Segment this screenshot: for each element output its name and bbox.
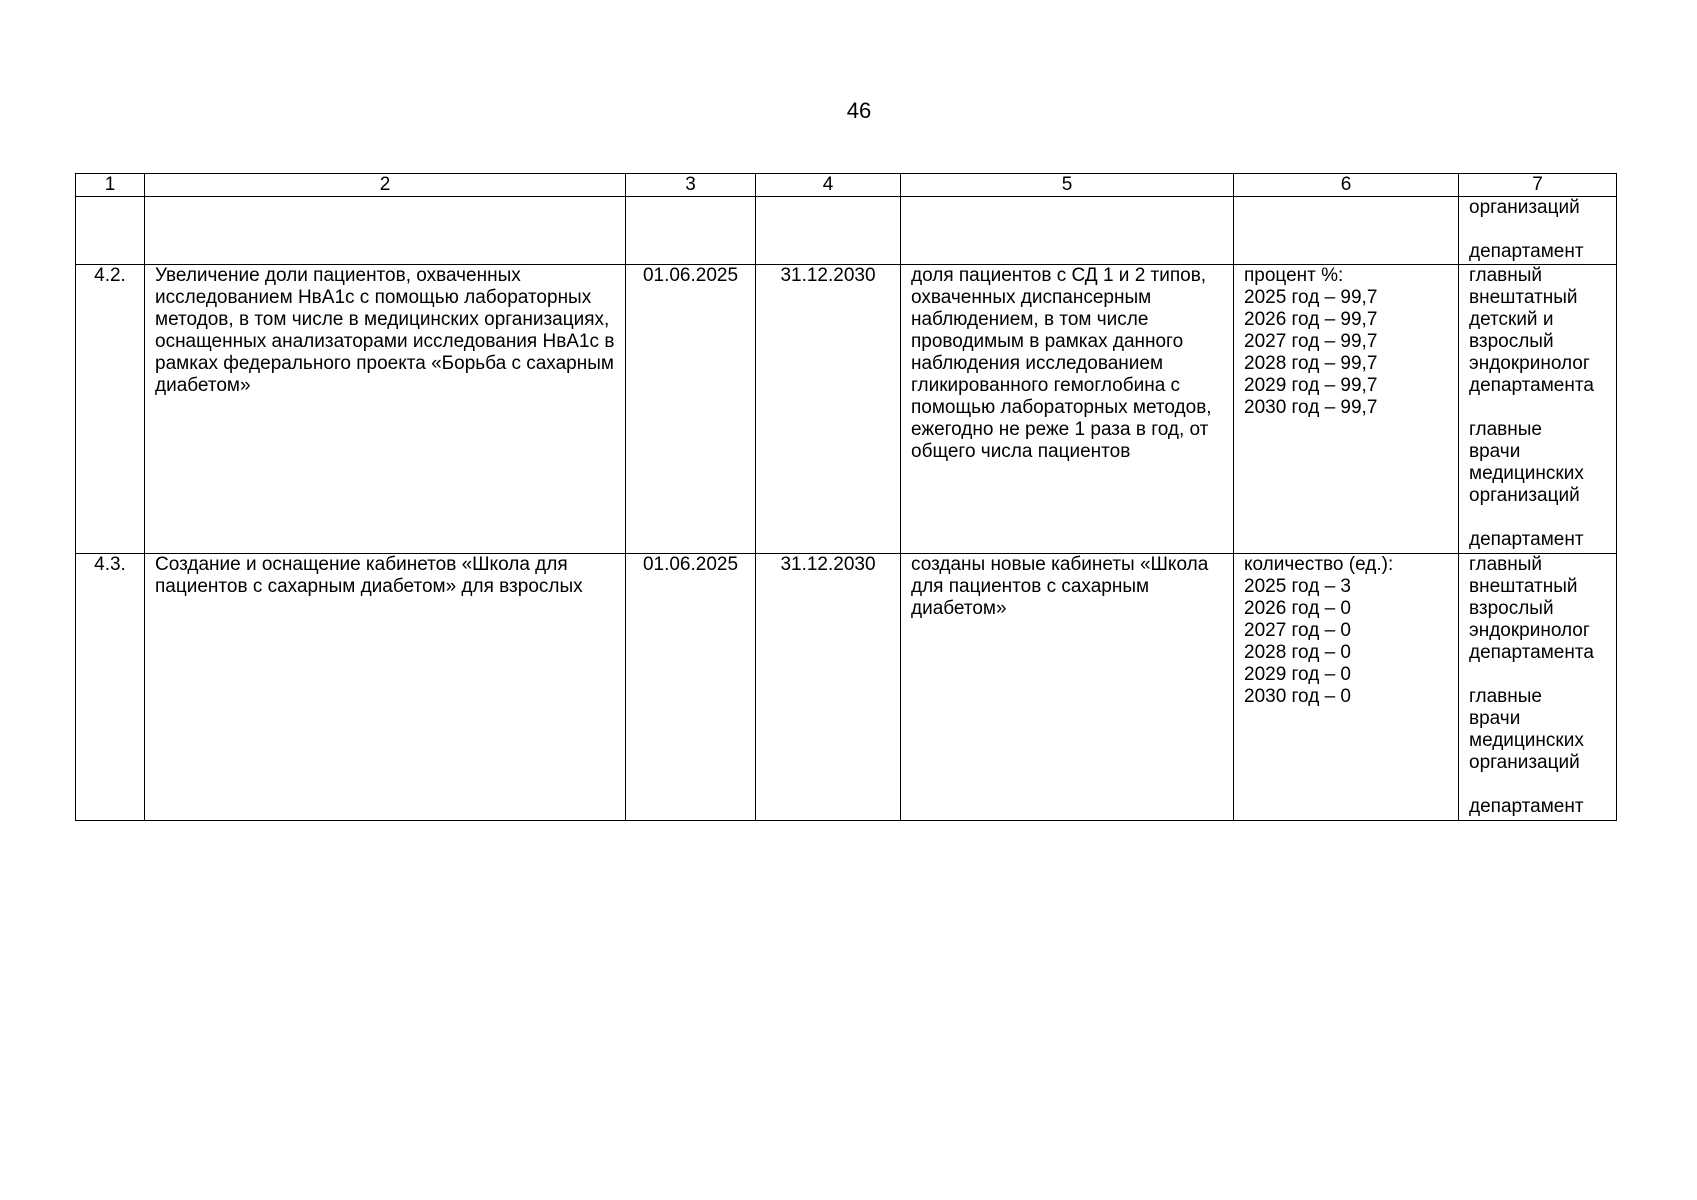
responsible-line: главные	[1469, 419, 1542, 440]
table-row-continued	[76, 197, 1617, 265]
responsible-line: департамент	[1469, 241, 1584, 262]
column-header-7: 7	[1459, 174, 1617, 197]
table-row	[76, 265, 1617, 554]
column-header-2: 2	[145, 174, 626, 197]
responsible-line: эндокринолог	[1469, 353, 1590, 374]
line-gap	[1469, 397, 1606, 419]
value-line: 2028 год – 99,7	[1244, 353, 1378, 374]
responsible-line: внештатный	[1469, 576, 1578, 597]
responsible-line: взрослый	[1469, 598, 1554, 619]
cell-empty	[756, 197, 901, 265]
cell-empty	[145, 197, 626, 265]
responsible-line: врачи	[1469, 441, 1521, 462]
cell-responsible	[1459, 554, 1617, 821]
column-header-5: 5	[901, 174, 1234, 197]
cell-event: Увеличение доли пациентов, охваченных исследованием НвА1с с помощью лабораторных методов, в том числе в медицинских организациях, оснащенных анализаторами исследования НвА1с в рамках федерального проекта «Борьба с сахарным диабетом»	[145, 265, 626, 554]
responsible-line: главный	[1469, 554, 1543, 575]
table-row	[76, 554, 1617, 821]
responsible-line: врачи	[1469, 708, 1521, 729]
responsible-line: главные	[1469, 686, 1542, 707]
responsible-line: внештатный	[1469, 287, 1578, 308]
responsible-line: взрослый	[1469, 331, 1554, 352]
responsible-line: медицинских	[1469, 463, 1584, 484]
cell-empty	[901, 197, 1234, 265]
cell-end-date: 31.12.2030	[756, 554, 901, 821]
responsible-line: эндокринолог	[1469, 620, 1590, 641]
value-line: 2026 год – 0	[1244, 598, 1351, 619]
value-line: 2026 год – 99,7	[1244, 309, 1378, 330]
responsible-line: организаций	[1469, 485, 1580, 506]
value-line: 2025 год – 99,7	[1244, 287, 1378, 308]
cell-event: Создание и оснащение кабинетов «Школа для пациентов с сахарным диабетом» для взрослых	[145, 554, 626, 821]
column-header-3: 3	[626, 174, 756, 197]
cell-values	[1234, 265, 1459, 554]
responsible-line: организаций	[1469, 197, 1580, 218]
responsible-line: детский и	[1469, 309, 1554, 330]
cell-responsible	[1459, 197, 1617, 265]
cell-empty	[1234, 197, 1459, 265]
cell-start-date: 01.06.2025	[626, 554, 756, 821]
responsible-line: медицинских	[1469, 730, 1584, 751]
values-title: процент %:	[1244, 265, 1344, 286]
value-line: 2030 год – 0	[1244, 686, 1351, 707]
value-line: 2027 год – 99,7	[1244, 331, 1378, 352]
cell-end-date: 31.12.2030	[756, 265, 901, 554]
cell-empty	[76, 197, 145, 265]
value-line: 2030 год – 99,7	[1244, 397, 1378, 418]
line-gap	[1469, 219, 1606, 241]
page-number: 46	[846, 98, 872, 123]
header-row	[76, 174, 1617, 197]
plan-table	[75, 173, 1617, 821]
responsible-line: департамент	[1469, 529, 1584, 550]
responsible-line: главный	[1469, 265, 1543, 286]
line-gap	[1469, 507, 1606, 529]
column-header-4: 4	[756, 174, 901, 197]
cell-responsible	[1459, 265, 1617, 554]
responsible-line: организаций	[1469, 752, 1580, 773]
cell-number: 4.3.	[76, 554, 145, 821]
cell-values	[1234, 554, 1459, 821]
value-line: 2029 год – 99,7	[1244, 375, 1378, 396]
responsible-line: департамент	[1469, 796, 1584, 817]
column-header-6: 6	[1234, 174, 1459, 197]
column-header-1: 1	[76, 174, 145, 197]
value-line: 2029 год – 0	[1244, 664, 1351, 685]
responsible-line: департамента	[1469, 375, 1594, 396]
cell-number: 4.2.	[76, 265, 145, 554]
cell-start-date: 01.06.2025	[626, 265, 756, 554]
cell-indicator: созданы новые кабинеты «Школа для пациентов с сахарным диабетом»	[901, 554, 1234, 821]
cell-indicator: доля пациентов с СД 1 и 2 типов, охваченных диспансерным наблюдением, в том числе проводимым в рамках данного наблюдения исследованием гликированного гемоглобина с помощью лабораторных методов, ежегодно не реже 1 раза в год, от общего числа пациентов	[901, 265, 1234, 554]
line-gap	[1469, 774, 1606, 796]
value-line: 2027 год – 0	[1244, 620, 1351, 641]
values-title: количество (ед.):	[1244, 554, 1394, 575]
value-line: 2025 год – 3	[1244, 576, 1351, 597]
line-gap	[1469, 664, 1606, 686]
responsible-line: департамента	[1469, 642, 1594, 663]
value-line: 2028 год – 0	[1244, 642, 1351, 663]
cell-empty	[626, 197, 756, 265]
